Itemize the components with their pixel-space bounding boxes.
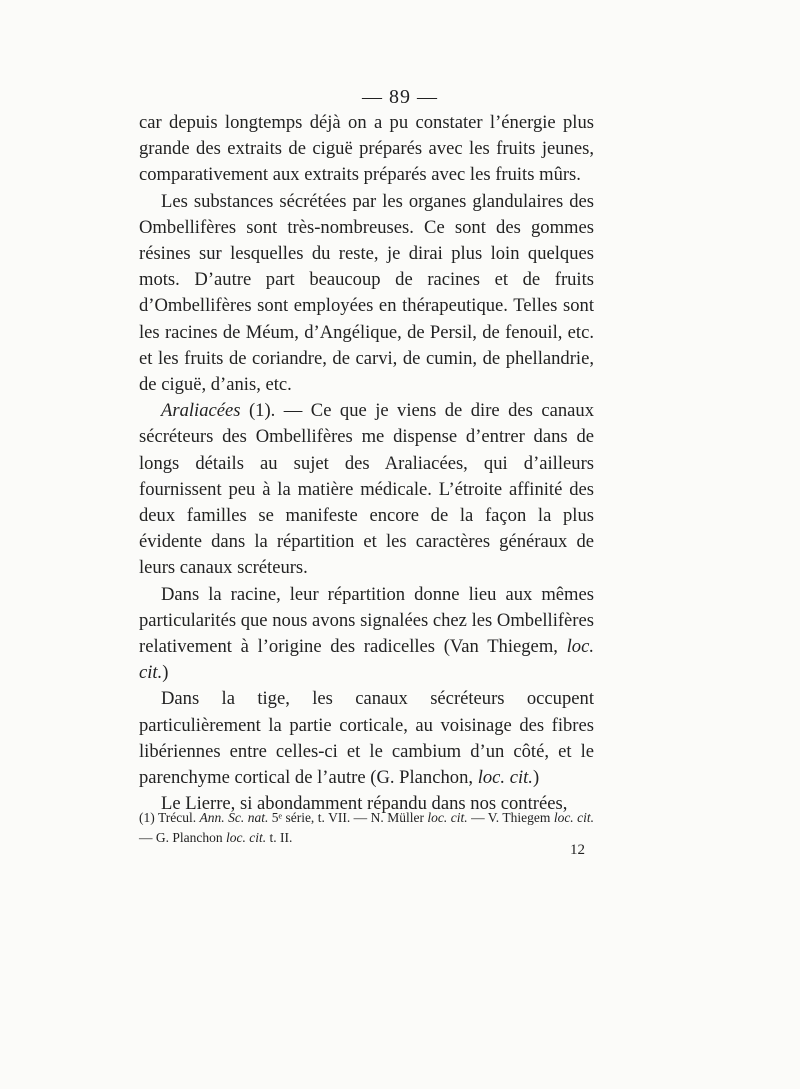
body-text — [139, 110, 594, 817]
paragraph-araliacees-text: (1). — Ce que je viens de dire des canaux sécréteurs des Ombellifères me dispense d’entrer dans de longs détails au sujet des Araliacées, qui d’ailleurs fournissent peu à la matière médicale. L’étroite affinité des deux familles se manifeste encore de la façon la plus évidente dans la répartition et les caractères généraux de leurs canaux scréteurs. — [139, 400, 594, 579]
footnote-loc-cit: loc. cit. — [427, 810, 468, 825]
paragraph-racine-text: Dans la racine, leur répartition donne lieu aux mêmes particularités que nous avons signalées chez les Ombellifères relativement à l’origine des radicelles (Van Thiegem, — [139, 583, 594, 658]
section-title-araliacees: Araliacées — [161, 400, 241, 422]
footnote-journal: Ann. Sc. nat. — [199, 810, 269, 825]
footnote-text: — G. Planchon — [139, 830, 226, 845]
paragraph-2: Les substances sécrétées par les organes glandulaires des Ombellifères sont très-nombreuses. Ce sont des gommes résines sur lesquelles du reste, je dirai plus loin quelques mots. D’autre part beaucoup de racines et de fruits d’Ombellifères sont employées en thérapeutique. Telles sont les racines de Méum, d’Angélique, de Persil, de fenouil, etc. et les fruits de coriandre, de carvi, de cumin, de phellandrie, de ciguë, d’anis, etc. — [139, 190, 594, 396]
footnote-loc-cit: loc. cit. — [553, 810, 595, 825]
citation-loc-cit: loc. cit. — [477, 767, 533, 789]
page-number: — 89 — — [362, 86, 438, 108]
footnote-text: (1) Trécul. — [139, 810, 200, 825]
footnote-text: 5ᵉ série, t. VII. — N. Müller — [268, 810, 428, 825]
paragraph-tige-text: Dans la tige, les canaux sécréteurs occupent particulièrement la partie corticale, au voisinage des fibres libériennes entre celles-ci et le cambium d’un côté, et le parenchyme cortical de l’autre (G. Planchon, — [139, 688, 594, 789]
paragraph-tige — [139, 686, 594, 791]
paragraph-racine-close: ) — [162, 662, 169, 684]
footnote-loc-cit: loc. cit. — [226, 830, 267, 845]
paragraph-lierre: Le Lierre, si abondamment répandu dans nos contrées, — [161, 793, 568, 815]
footnote-text: — V. Thiegem — [467, 810, 554, 825]
footnote — [139, 808, 594, 848]
citation-loc-cit: loc. cit. — [139, 636, 594, 684]
signature-mark: 12 — [570, 842, 585, 858]
paragraph-1: car depuis longtemps déjà on a pu constater l’énergie plus grande des extraits de ciguë préparés avec les fruits jeunes, comparativement aux extraits préparés avec les fruits mûrs. — [139, 112, 594, 186]
footnote-text: t. II. — [266, 830, 293, 845]
paragraph-tige-close: ) — [532, 767, 540, 789]
paragraph-araliacees — [139, 398, 594, 581]
paragraph-racine — [139, 582, 594, 687]
